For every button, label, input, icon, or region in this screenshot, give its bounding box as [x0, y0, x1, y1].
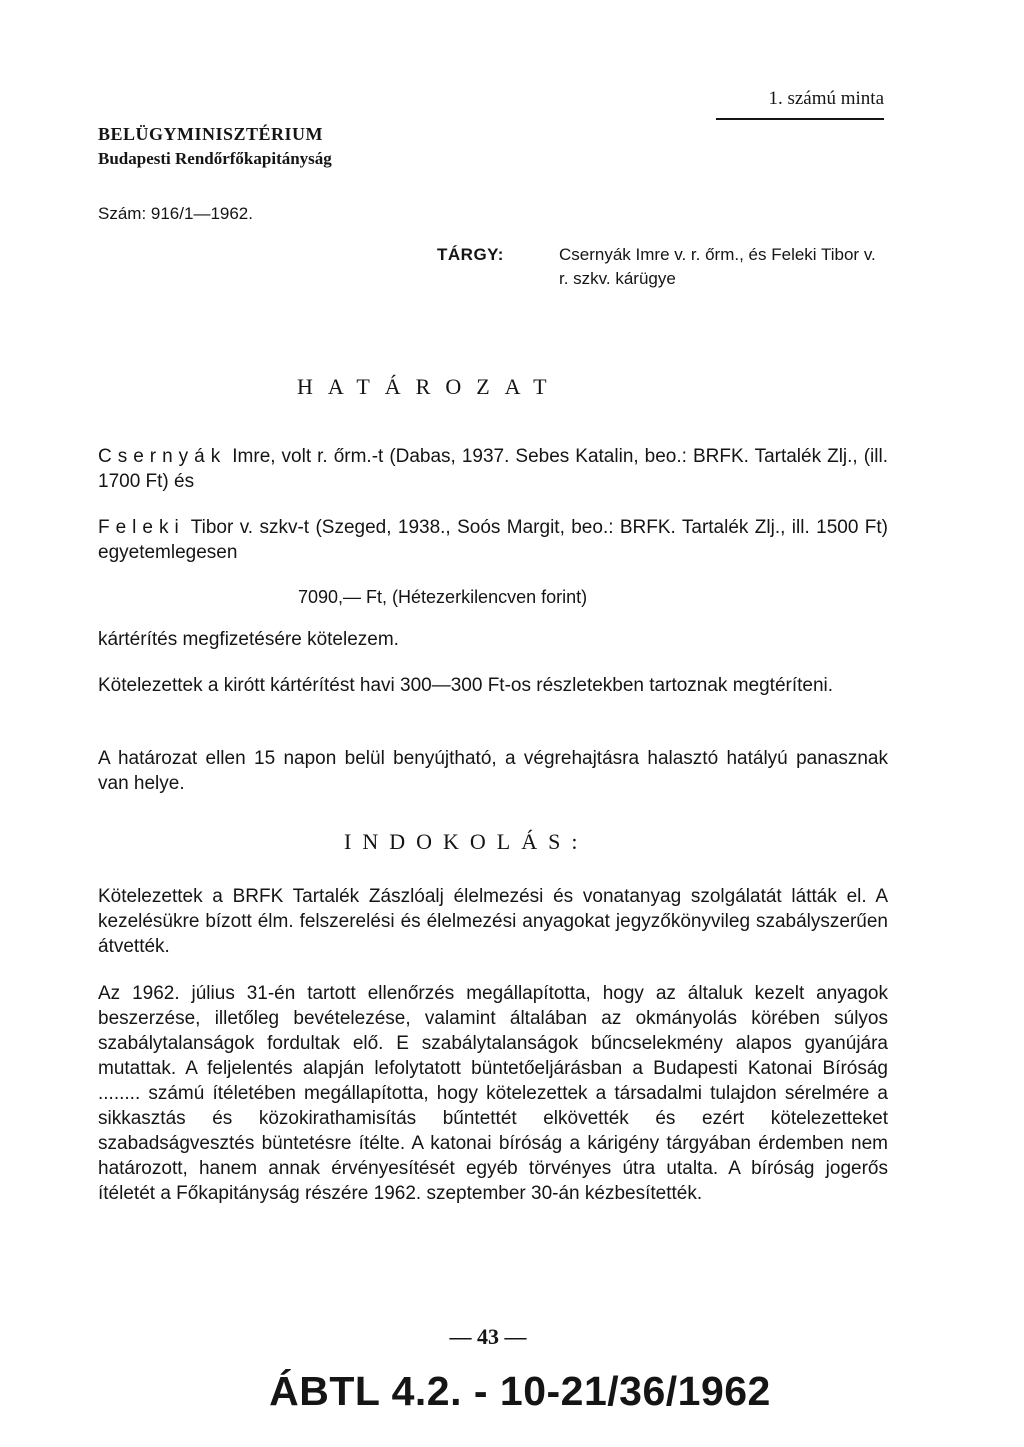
reasoning-paragraph-2: Az 1962. július 31-én tartott ellenőrzés megállapította, hogy az általuk kezelt anyagok beszerzése, illetőleg bevételezése, valamint általában az okmányolás körében súlyos szabálytalanságok fordultak elő. E szabálytalanságok bűncselekmény alapos gyanújára mutattak. A feljelentés alapján lefolytatott büntetőeljárásban a Budapesti Katonai Bíróság ........ számú ítéletében megállapította, hogy kötelezettek a társadalmi tulajdon sérelmére a sikkasztás és közokirathamisítás bűntettét elkövették és ezért kötelezetteket szabadságvesztés büntetésre ítélte. A katonai bíróság a kárigény tárgyában érdemben nem határozott, hanem annak érvényesítését egyéb törvényes útra utalta. A bíróság jogerős ítéletét a Főkapitányság részére 1962. szeptember 30-án kézbesítették. — [98, 983, 888, 1204]
compensation-amount: 7090,— Ft, (Hétezerkilencven forint) — [298, 587, 588, 607]
page-number: — 43 — — [449, 1324, 527, 1349]
sample-label: 1. számú minta — [768, 88, 884, 109]
party-2-paragraph — [98, 515, 888, 565]
archive-reference: ÁBTL 4.2. - 10-21/36/1962 — [269, 1368, 771, 1414]
party-1-name: Csernyák — [98, 446, 227, 467]
subject-text: Csernyák Imre v. r. őrm., és Feleki Tibor v. r. szkv. kárügye — [559, 245, 876, 288]
party-1-details: Imre, volt r. őrm.-t (Dabas, 1937. Sebes Katalin, beo.: BRFK. Tartalék Zlj., (ill. 1700 Ft) és — [98, 446, 888, 492]
issuing-authority — [98, 124, 332, 169]
sample-underline — [716, 118, 884, 120]
police-hq-name: Budapesti Rendőrfőkapitányság — [98, 149, 332, 168]
ministry-name: BELÜGYMINISZTÉRIUM — [98, 124, 324, 144]
installments-paragraph: Kötelezettek a kirótt kártérítést havi 300—300 Ft-os részletekben tartoznak megtéríteni. — [98, 675, 834, 696]
decision-heading: HATÁROZAT — [297, 374, 562, 399]
reasoning-paragraph-1: Kötelezettek a BRFK Tartalék Zászlóalj élelmezési és vonatanyag szolgálatát látták el. A kezelésükre bízott élm. felszerelési és élelmezési anyagokat jegyzőkönyvileg szabályszerűen átvették. — [98, 886, 888, 957]
reasoning-heading: INDOKOLÁS: — [344, 829, 589, 854]
subject-block — [437, 245, 887, 291]
appeal-paragraph: A határozat ellen 15 napon belül benyújtható, a végrehajtásra halasztó hatályú panasznak van helye. — [98, 748, 888, 794]
party-2-name: Feleki — [98, 517, 185, 538]
party-1-paragraph — [98, 444, 888, 494]
obligation-line: kártérítés megfizetésére kötelezem. — [98, 629, 399, 650]
reference-number: Szám: 916/1—1962. — [98, 204, 253, 223]
party-2-details: Tibor v. szkv-t (Szeged, 1938., Soós Margit, beo.: BRFK. Tartalék Zlj., ill. 1500 Ft) egyetemlegesen — [98, 517, 888, 563]
subject-label: TÁRGY: — [437, 245, 504, 264]
